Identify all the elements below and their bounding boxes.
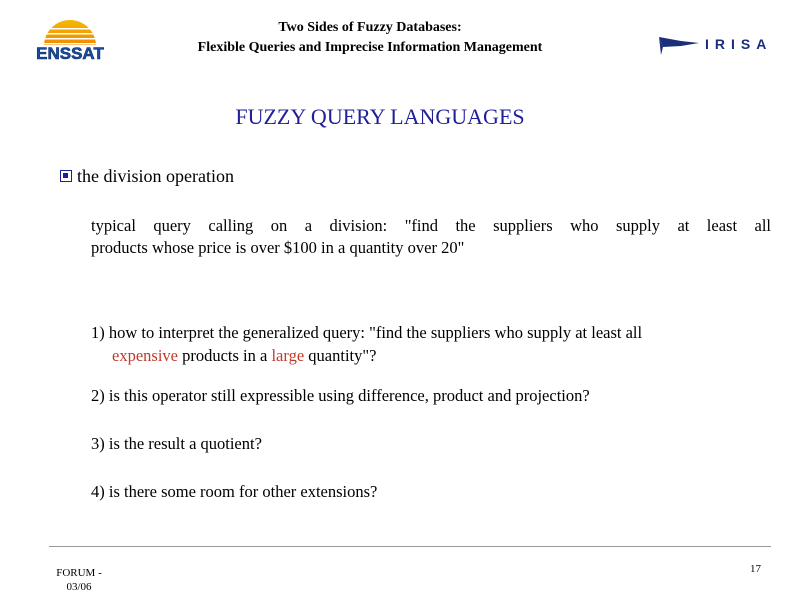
- svg-text:ENSSAT: ENSSAT: [36, 44, 104, 63]
- footer-left-line1: FORUM -: [56, 567, 102, 579]
- question-4: 4) is there some room for other extensions?: [91, 482, 378, 501]
- header-title-line2: Flexible Queries and Imprecise Information Management: [197, 40, 543, 55]
- paragraph-line2: products whose price is over $100 in a quantity over 20": [91, 238, 465, 257]
- highlight-large: large: [271, 346, 305, 365]
- bullet-text: the division operation: [77, 166, 234, 186]
- query-example-paragraph: [91, 215, 771, 259]
- paragraph-line1: typical query calling on a division: "find the suppliers who supply at least all: [91, 216, 771, 235]
- slide-title: FUZZY QUERY LANGUAGES: [235, 104, 525, 129]
- highlight-expensive: expensive: [112, 346, 178, 365]
- enssat-logo: [30, 18, 110, 64]
- footer-divider: [49, 546, 771, 547]
- question-1-text-b: quantity"?: [304, 346, 377, 365]
- question-3: 3) is the result a quotient?: [91, 434, 262, 453]
- question-2: 2) is this operator still expressible using difference, product and projection?: [91, 386, 590, 405]
- bullet-item: [60, 166, 234, 187]
- page-number: 17: [750, 563, 761, 575]
- question-1-line1: 1) how to interpret the generalized query: "find the suppliers who supply at least all: [91, 323, 643, 342]
- question-1-text-a: products in a: [177, 346, 272, 365]
- question-1-line2: [112, 345, 376, 367]
- footer-date: [54, 566, 104, 594]
- irisa-logo: [655, 33, 775, 57]
- header-title-line1: Two Sides of Fuzzy Databases:: [278, 20, 462, 35]
- header-title: [150, 18, 590, 58]
- svg-text:IRISA: IRISA: [705, 36, 773, 52]
- footer-left-line2: 03/06: [66, 581, 92, 593]
- checkbox-bullet-icon: [60, 170, 72, 182]
